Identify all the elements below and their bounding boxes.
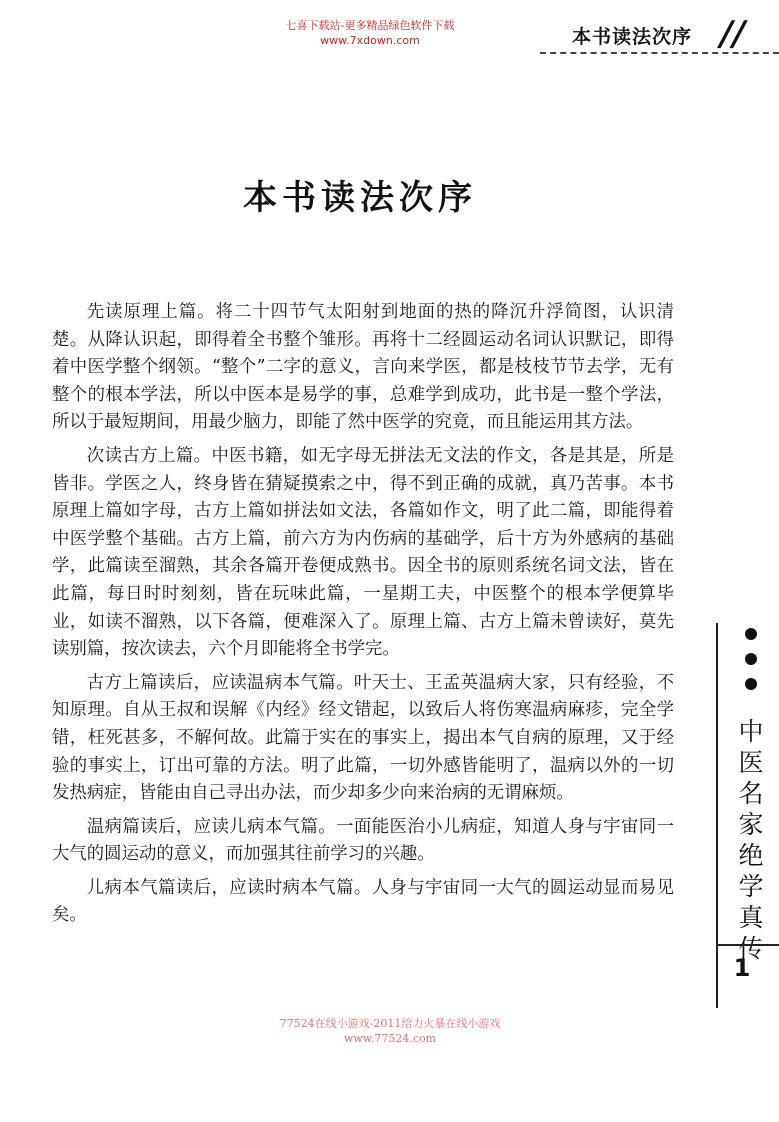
top-watermark-line2: www.7xdown.com: [320, 34, 420, 47]
paragraph-4: 温病篇读后，应读儿病本气篇。一面能医治小儿病症，知道人身与宇宙同一大气的圆运动的意义，而加强其往前学习的兴趣。: [52, 816, 674, 865]
bottom-watermark-line2: www.77524.com: [343, 1032, 437, 1045]
paragraph-3: 古方上篇读后，应读温病本气篇。叶天士、王孟英温病大家，只有经验，不知原理。自从王叔和误解《内经》经文错起，以致后人将伤寒温病麻疹，完全学错，枉死甚多，不解何故。此篇于实在的事实上，揭出本气自病的原理，又于经验的事实上，订出可靠的方法。明了此篇，一切外感皆能明了，温病以外的一切发热病症，皆能由自己寻出办法，而少却多少向来治病的无谓麻烦。: [52, 672, 674, 804]
series-title: 中医名家绝学真传: [738, 717, 764, 963]
dot-icon: [745, 678, 757, 690]
paragraph-2: 次读古方上篇。中医书籍，如无字母无拼法无文法的作文，各是其是，所是皆非。学医之人，终身皆在猜疑摸索之中，得不到正确的成就，真乃苦事。本书原理上篇如字母，古方上篇如拼法如文法，各篇如作文，明了此二篇，即能得着中医学整个基础。古方上篇，前六方为内伤病的基础学，后十方为外感病的基础学，此篇读至溜熟，其余各篇开卷便成熟书。因全书的原则系统名词文法，皆在此篇，每日时时刻刻，皆在玩味此篇，一星期工夫，中医整个的根本学便算毕业，如读不溜熟，以下各篇，便难深入了。原理上篇、古方上篇未曾读好，莫先读别篇，按次读去，六个月即能将全书学完。: [52, 445, 674, 660]
sidebar-vertical-rule: [716, 623, 718, 1008]
page-title: 本书读法次序: [243, 178, 477, 218]
header-dashed-rule: [540, 52, 779, 54]
paragraph-5: 儿病本气篇读后，应读时病本气篇。人身与宇宙同一大气的圆运动显而易见矣。: [52, 877, 674, 926]
bottom-watermark: [240, 1016, 540, 1046]
sidebar-dots: [741, 628, 761, 690]
body-text: [52, 299, 674, 936]
running-header-title: 本书读法次序: [572, 26, 693, 48]
sidebar-horizontal-rule: [716, 944, 779, 946]
dot-icon: [745, 653, 757, 665]
dot-icon: [745, 628, 757, 640]
header-slashes: //: [715, 14, 750, 54]
top-watermark-line1: 七喜下载站-更多精品绿色软件下载: [285, 19, 455, 32]
bottom-watermark-line1: 77524在线小游戏-2011给力火暴在线小游戏: [279, 1017, 501, 1030]
page-number: 1: [733, 954, 751, 982]
top-watermark: [220, 18, 520, 48]
paragraph-1: 先读原理上篇。将二十四节气太阳射到地面的热的降沉升浮简图，认识清楚。从降认识起，即得着全书整个雏形。再将十二经圆运动名词认识默记，即得着中医学整个纲领。“整个”二字的意义，言向来学医，都是枝枝节节去学，无有整个的根本学法，所以中医本是易学的事，总难学到成功，此书是一整个学法，所以于最短期间，用最少脑力，即能了然中医学的究竟，而且能运用其方法。: [52, 302, 674, 433]
